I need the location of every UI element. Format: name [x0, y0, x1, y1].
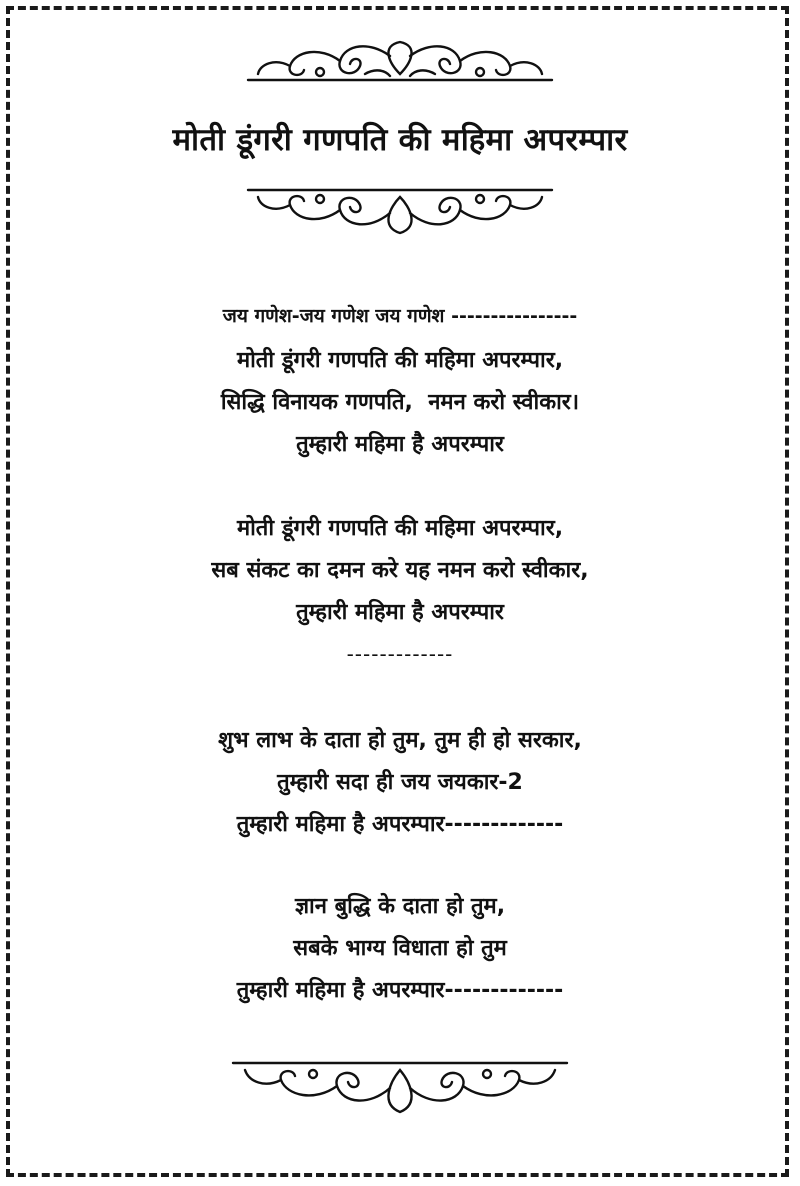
lyric-line: तुम्हारी महिमा है अपरम्पार------------- [236, 812, 564, 837]
lyric-line: मोती डूंगरी गणपति की महिमा अपरम्पार, [236, 348, 564, 373]
lyric-line: सिद्धि विनायक गणपति, नमन करो स्वीकार। [220, 390, 580, 415]
lyric-line: सबके भाग्य विधाता हो तुम [293, 936, 507, 961]
lyric-line: तुम्हारी महिमा है अपरम्पार------------- [236, 978, 564, 1003]
lyric-separator: ------------- [346, 642, 454, 666]
lyric-line: शुभ लाभ के दाता हो तुम, तुम ही हो सरकार, [218, 728, 582, 753]
page-title: मोती डूंगरी गणपति की महिमा अपरम्पार [172, 122, 628, 158]
bottom-flourish-icon [0, 1058, 800, 1118]
lyric-line: तुम्हारी महिमा है अपरम्पार [296, 600, 504, 625]
lyric-line: सब संकट का दमन करे यह नमन करो स्वीकार, [211, 558, 589, 583]
lyric-line: जय गणेश-जय गणेश जय गणेश ---------------- [222, 305, 578, 327]
lyric-line: तुम्हारी महिमा है अपरम्पार [296, 432, 504, 457]
lyric-line: मोती डूंगरी गणपति की महिमा अपरम्पार, [236, 516, 564, 541]
title-underline-flourish-icon [0, 185, 800, 240]
top-flourish-icon [0, 36, 800, 86]
lyric-line: ज्ञान बुद्धि के दाता हो तुम, [294, 894, 506, 919]
lyric-line: तुम्हारी सदा ही जय जयकार-2 [277, 770, 523, 795]
